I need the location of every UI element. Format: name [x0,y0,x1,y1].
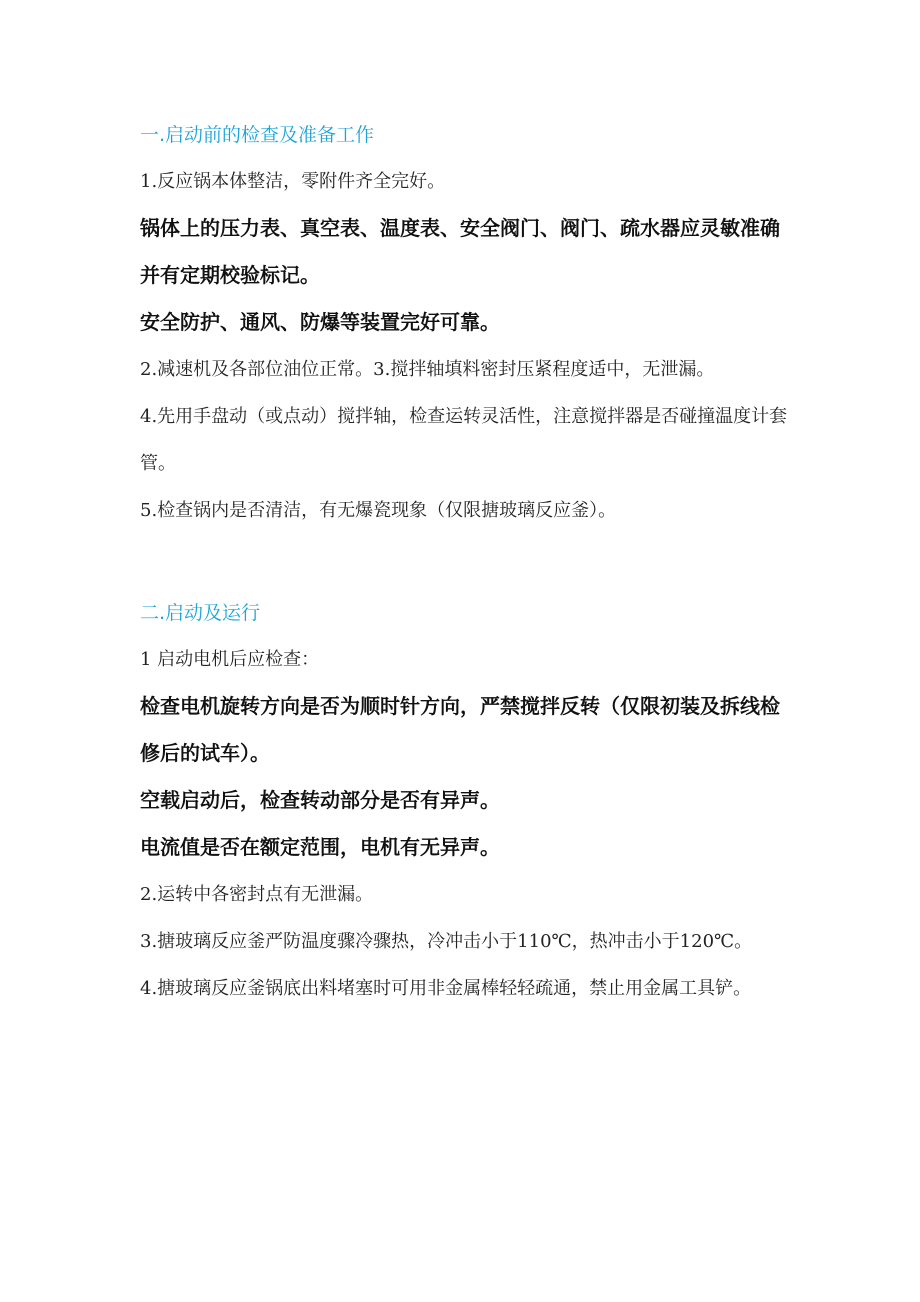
section-2-rotation-note: 检查电机旋转方向是否为顺时针方向，严禁搅拌反转（仅限初装及拆线检修后的试车）。 [140,694,780,765]
section-1-safety-note: 安全防护、通风、防爆等装置完好可靠。 [140,310,500,334]
section-gap [140,534,790,590]
document-page [140,112,790,1012]
section-2-heading: 二.启动及运行 [140,602,261,624]
section-1-item-4: 4.先用手盘动（或点动）搅拌轴，检查运转灵活性，注意搅拌器是否碰撞温度计套管。 [140,406,788,474]
section-1-item-1: 1.反应锅本体整洁，零附件齐全完好。 [140,171,446,192]
section-2-item-4: 4.搪玻璃反应釜锅底出料堵塞时可用非金属棒轻轻疏通，禁止用金属工具铲。 [140,978,752,999]
section-1-heading: 一.启动前的检查及准备工作 [140,124,375,146]
section-2-item-2: 2.运转中各密封点有无泄漏。 [140,884,374,905]
section-1-gauges-note: 锅体上的压力表、真空表、温度表、安全阀门、阀门、疏水器应灵敏准确并有定期校验标记。 [140,216,780,287]
section-2-noise-note: 空载启动后，检查转动部分是否有异声。 [140,788,500,812]
section-1-item-5: 5.检查锅内是否清洁，有无爆瓷现象（仅限搪玻璃反应釜）。 [140,500,617,521]
section-2-item-3: 3.搪玻璃反应釜严防温度骤冷骤热，冷冲击小于110℃，热冲击小于120℃。 [140,931,753,952]
section-2-item-1: 1 启动电机后应检查： [140,649,320,670]
section-2-current-note: 电流值是否在额定范围，电机有无异声。 [140,835,500,859]
section-1-item-2-3: 2.减速机及各部位油位正常。3.搅拌轴填料密封压紧程度适中，无泄漏。 [140,359,715,380]
